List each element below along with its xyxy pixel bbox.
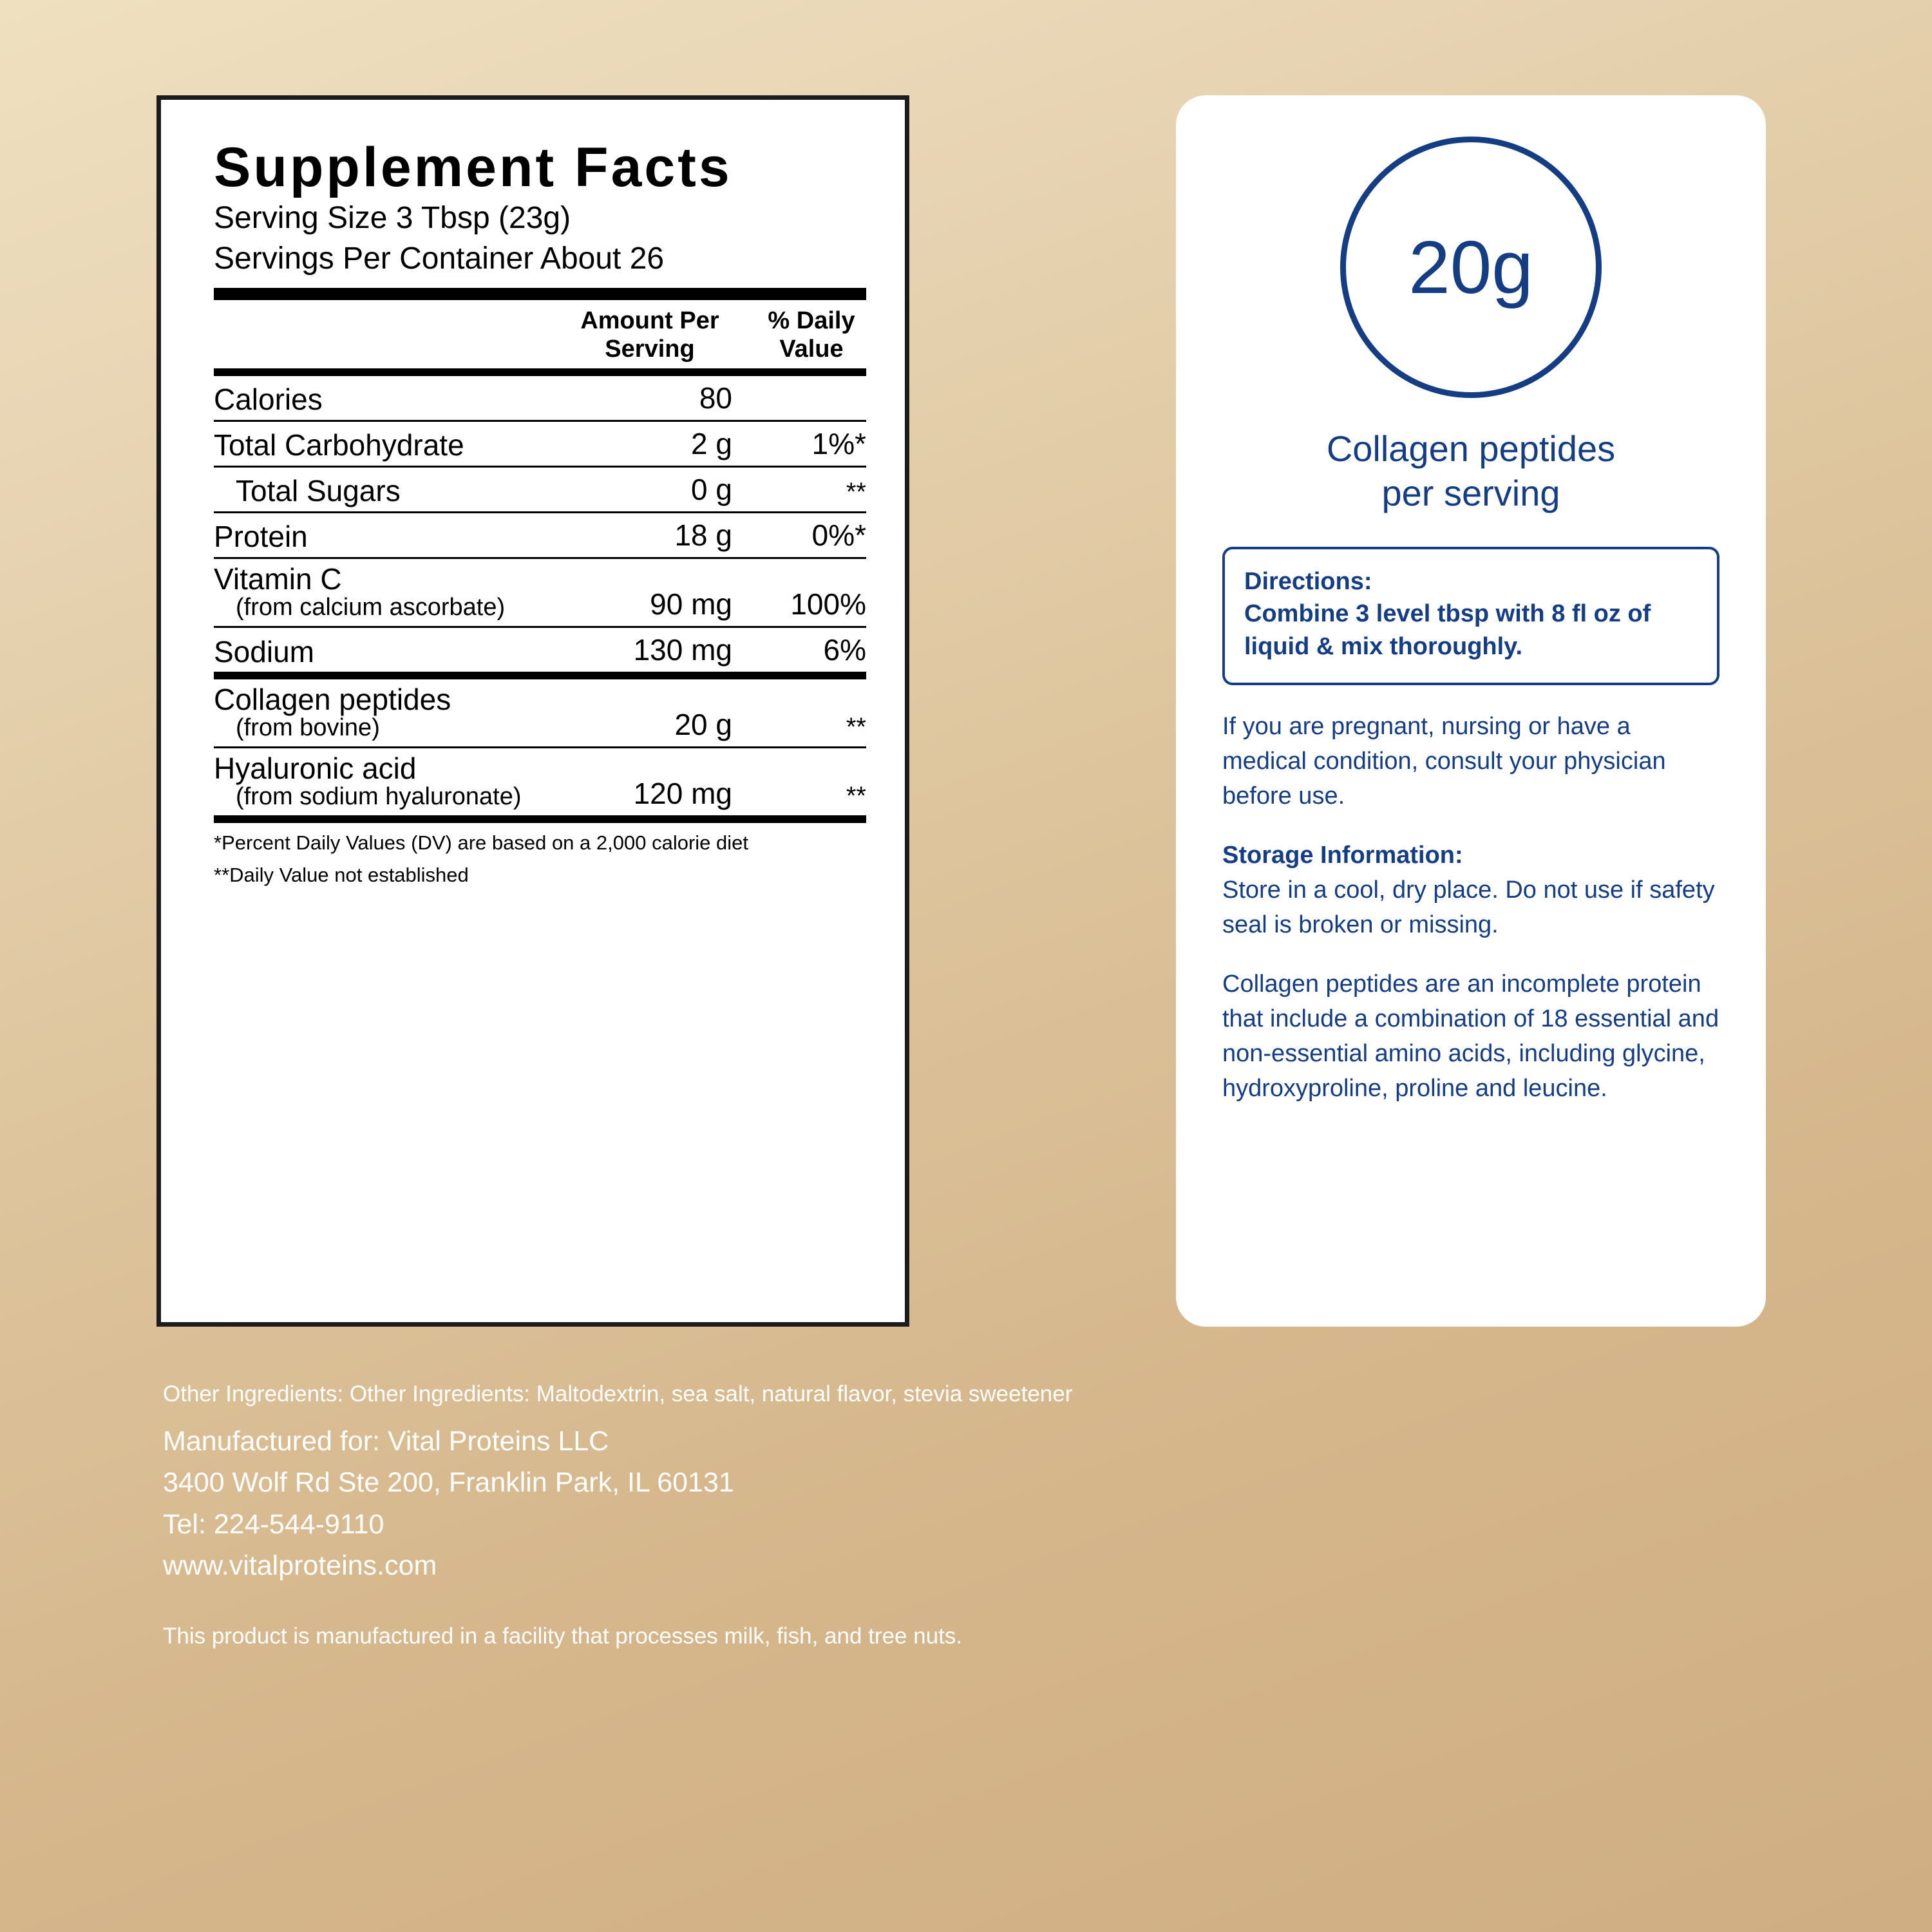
warning-text: If you are pregnant, nursing or have a medical condition, consult your physician before use. bbox=[1222, 713, 1666, 810]
row-amount: 0 g bbox=[691, 472, 732, 506]
row-name bbox=[214, 753, 553, 811]
row-name: Sodium bbox=[214, 634, 314, 668]
table-row bbox=[214, 628, 866, 672]
row-name-source: (from bovine) bbox=[236, 714, 380, 742]
badge-caption-line1: Collagen peptides bbox=[1326, 428, 1616, 469]
supplement-facts-panel bbox=[156, 95, 909, 1327]
table-row bbox=[214, 679, 866, 746]
divider-thick-top bbox=[214, 288, 866, 300]
row-name bbox=[214, 684, 553, 742]
row-dv: 100% bbox=[790, 587, 866, 621]
row-dv: ** bbox=[846, 712, 866, 741]
directions-box bbox=[1222, 547, 1719, 685]
row-name: Protein bbox=[214, 520, 308, 554]
row-name: Total Sugars bbox=[236, 474, 401, 508]
supplement-facts-title: Supplement Facts bbox=[214, 137, 732, 198]
directions-title: Directions: bbox=[1244, 567, 1372, 595]
company-phone: Tel: 224-544-9110 bbox=[163, 1508, 384, 1540]
footnote-not-established: **Daily Value not established bbox=[214, 863, 469, 886]
badge-value: 20g bbox=[1408, 225, 1533, 309]
servings-per-container: Servings Per Container About 26 bbox=[214, 241, 665, 276]
header-amount-line2: Serving bbox=[605, 335, 695, 363]
table-row bbox=[214, 376, 866, 420]
allergen-statement: This product is manufactured in a facility that processes milk, fish, and tree nuts. bbox=[163, 1623, 963, 1649]
other-ingredients: Other Ingredients: Other Ingredients: Maltodextrin, sea salt, natural flavor, stevia sweetener bbox=[163, 1381, 1073, 1406]
row-name-main: Collagen peptides bbox=[214, 682, 451, 716]
footer-block bbox=[163, 1378, 1097, 1652]
spacer bbox=[163, 1410, 1097, 1421]
row-amount: 18 g bbox=[674, 518, 732, 552]
serving-size: Serving Size 3 Tbsp (23g) bbox=[214, 201, 571, 236]
manufactured-for: Manufactured for: Vital Proteins LLC bbox=[163, 1425, 609, 1457]
row-dv: ** bbox=[846, 781, 866, 810]
row-dv: 0%* bbox=[811, 518, 866, 552]
badge-caption-line2: per serving bbox=[1381, 473, 1560, 514]
header-dv-line1: % Daily bbox=[768, 307, 855, 334]
divider-bottom bbox=[214, 815, 866, 823]
header-amount-per-serving bbox=[553, 307, 746, 363]
row-amount: 90 mg bbox=[650, 587, 732, 621]
table-row bbox=[214, 513, 866, 557]
row-name bbox=[214, 564, 553, 621]
header-daily-value bbox=[757, 307, 866, 363]
row-name-source: (from sodium hyaluronate) bbox=[236, 783, 522, 811]
row-amount: 130 mg bbox=[633, 632, 732, 667]
table-row bbox=[214, 468, 866, 511]
row-name: Calories bbox=[214, 383, 323, 417]
badge-caption bbox=[1176, 426, 1766, 516]
table-row bbox=[214, 422, 866, 466]
collagen-note: Collagen peptides are an incomplete protein that include a combination of 18 essential and non-essential amino acids, including glycine, hydroxyproline, proline and leucine. bbox=[1222, 970, 1719, 1102]
collagen-badge bbox=[1176, 95, 1766, 516]
row-dv: 1%* bbox=[811, 426, 866, 460]
table-row bbox=[214, 559, 866, 626]
product-info-card bbox=[1176, 95, 1766, 1327]
row-amount: 20 g bbox=[674, 707, 732, 741]
badge-circle-icon bbox=[1340, 137, 1602, 398]
footnote-daily-value: *Percent Daily Values (DV) are based on a 2,000 calorie diet bbox=[214, 831, 748, 854]
divider-blend-top bbox=[214, 672, 866, 679]
row-amount: 80 bbox=[699, 381, 732, 415]
spacer bbox=[163, 1587, 1097, 1620]
row-dv: ** bbox=[846, 477, 866, 506]
directions-text: Combine 3 level tbsp with 8 fl oz of liquid & mix thoroughly. bbox=[1244, 600, 1651, 661]
row-amount: 2 g bbox=[691, 426, 732, 460]
company-address: 3400 Wolf Rd Ste 200, Franklin Park, IL 60131 bbox=[163, 1467, 734, 1499]
company-website[interactable]: www.vitalproteins.com bbox=[163, 1550, 437, 1582]
storage-title: Storage Information: bbox=[1222, 841, 1463, 869]
header-amount-line1: Amount Per bbox=[580, 307, 719, 334]
table-header-row bbox=[214, 300, 866, 368]
storage-section bbox=[1222, 838, 1719, 943]
storage-text: Store in a cool, dry place. Do not use if safety seal is broken or missing. bbox=[1222, 876, 1715, 938]
row-dv: 6% bbox=[823, 632, 866, 667]
row-name: Total Carbohydrate bbox=[214, 428, 464, 462]
header-dv-line2: Value bbox=[779, 335, 844, 363]
row-name-main: Vitamin C bbox=[214, 562, 342, 596]
divider-under-header bbox=[214, 368, 866, 376]
row-amount: 120 mg bbox=[633, 776, 732, 810]
table-row bbox=[214, 748, 866, 815]
row-name-source: (from calcium ascorbate) bbox=[236, 594, 506, 621]
row-name-main: Hyaluronic acid bbox=[214, 751, 417, 785]
